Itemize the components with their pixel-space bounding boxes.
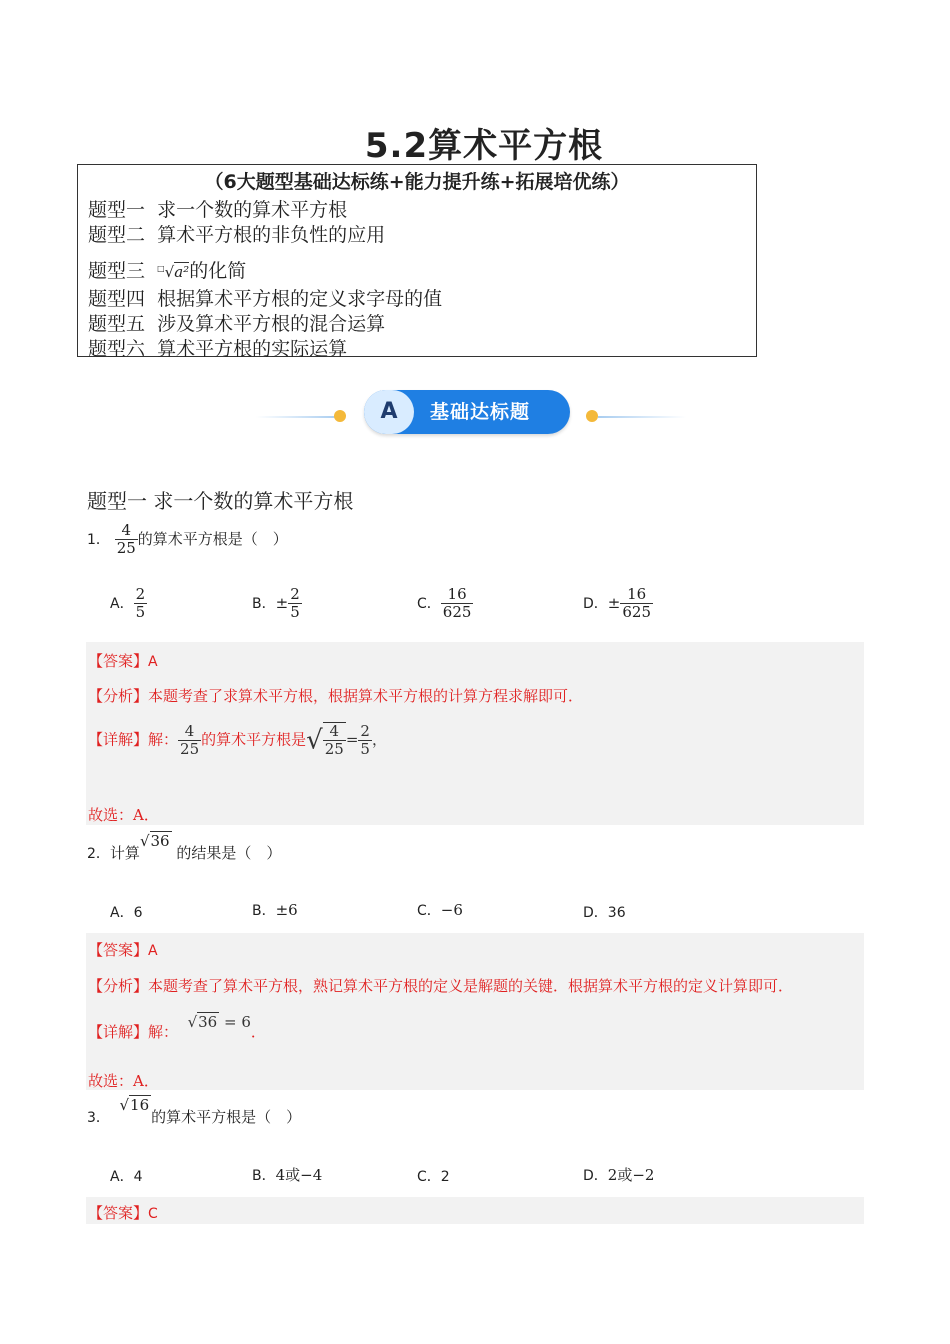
q3-answer: 【答案】C <box>88 1204 158 1222</box>
banner-left-line <box>256 416 338 418</box>
q1-solution-box <box>86 642 864 825</box>
q2-detail: 【详解】解： √36 = 6． <box>88 1013 266 1041</box>
sqrt-a-squared-formula: □√a² <box>157 263 190 281</box>
q1-analysis: 【分析】本题考查了求算术平方根，根据算术平方根的计算方程求解即可． <box>88 687 584 705</box>
q1-option-b[interactable]: B．± $\frac{2}{5}$ <box>252 585 300 622</box>
q1-answer: 【答案】A <box>88 652 158 670</box>
section-banner <box>256 388 686 438</box>
q3-option-a[interactable]: A．4 <box>110 1169 143 1185</box>
toc-item-2: 题型二 算术平方根的非负性的应用 <box>88 224 386 246</box>
q1-select: 故选：A． <box>88 806 159 824</box>
toc-item-3: 题型三 □√a²的化简 <box>88 260 247 282</box>
q3-option-d[interactable]: D．2或−2 <box>583 1166 655 1184</box>
toc-item-6: 题型六 算术平方根的实际运算 <box>88 338 348 360</box>
question-3: 3． √16的算术平方根是（ ） <box>87 1096 302 1126</box>
question-type-summary <box>77 164 757 360</box>
toc-item-1: 题型一 求一个数的算术平方根 <box>88 199 348 221</box>
sqrt-16: √16 <box>119 1096 150 1114</box>
toc-item-4: 题型四 根据算术平方根的定义求字母的值 <box>88 288 443 310</box>
q3-option-b[interactable]: B．4或−4 <box>252 1166 323 1184</box>
q1-option-a[interactable]: A． $\frac{2}{5}$ <box>110 585 146 622</box>
q2-select: 故选：A． <box>88 1072 159 1090</box>
page-title: 5.2算术平方根 <box>364 126 604 166</box>
banner-badge: A <box>364 390 414 434</box>
banner-right-line <box>598 416 686 418</box>
q2-answer: 【答案】A <box>88 941 158 959</box>
q1-option-c[interactable]: C． $\frac{16}{625}$ <box>417 585 472 622</box>
banner-left-dot <box>334 410 346 422</box>
q2-analysis: 【分析】本题考查了算术平方根，熟记算术平方根的定义是解题的关键．根据算术平方根的定义计算即可． <box>88 977 794 995</box>
q1-option-d[interactable]: D．± $\frac{16}{625}$ <box>583 585 651 622</box>
banner-right-dot <box>586 410 598 422</box>
q3-option-c[interactable]: C．2 <box>417 1169 450 1185</box>
q2-option-b[interactable]: B．±6 <box>252 901 298 919</box>
q1-detail: 【详解】解： $\frac{4}{25}$ 的算术平方根是√ $\frac{4}{25}$ = $\frac{2}{5}$ ， <box>88 721 387 759</box>
fraction: $\frac{4}{25}$ <box>116 521 136 558</box>
q2-option-d[interactable]: D．36 <box>583 905 626 921</box>
section-heading: 题型一 求一个数的算术平方根 <box>87 489 354 513</box>
summary-subtitle: （6大题型基础达标练+能力提升练+拓展培优练） <box>204 171 630 193</box>
banner-title: 基础达标题 <box>430 401 531 423</box>
q2-solution-box <box>86 933 864 1090</box>
banner-pill <box>364 390 570 434</box>
sqrt-fraction: √ <box>306 725 323 756</box>
toc-item-5: 题型五 涉及算术平方根的混合运算 <box>88 313 386 335</box>
question-1: 1． $\frac{4}{25}$ 的算术平方根是（ ） <box>87 521 288 558</box>
sqrt-36-equation: √36 = 6 <box>187 1013 251 1031</box>
q2-option-c[interactable]: C．−6 <box>417 901 463 919</box>
q2-option-a[interactable]: A．6 <box>110 905 143 921</box>
q3-solution-box <box>86 1197 864 1224</box>
question-2: 2．计算√36 的结果是（ ） <box>87 832 282 862</box>
sqrt-36: √36 <box>139 832 170 850</box>
